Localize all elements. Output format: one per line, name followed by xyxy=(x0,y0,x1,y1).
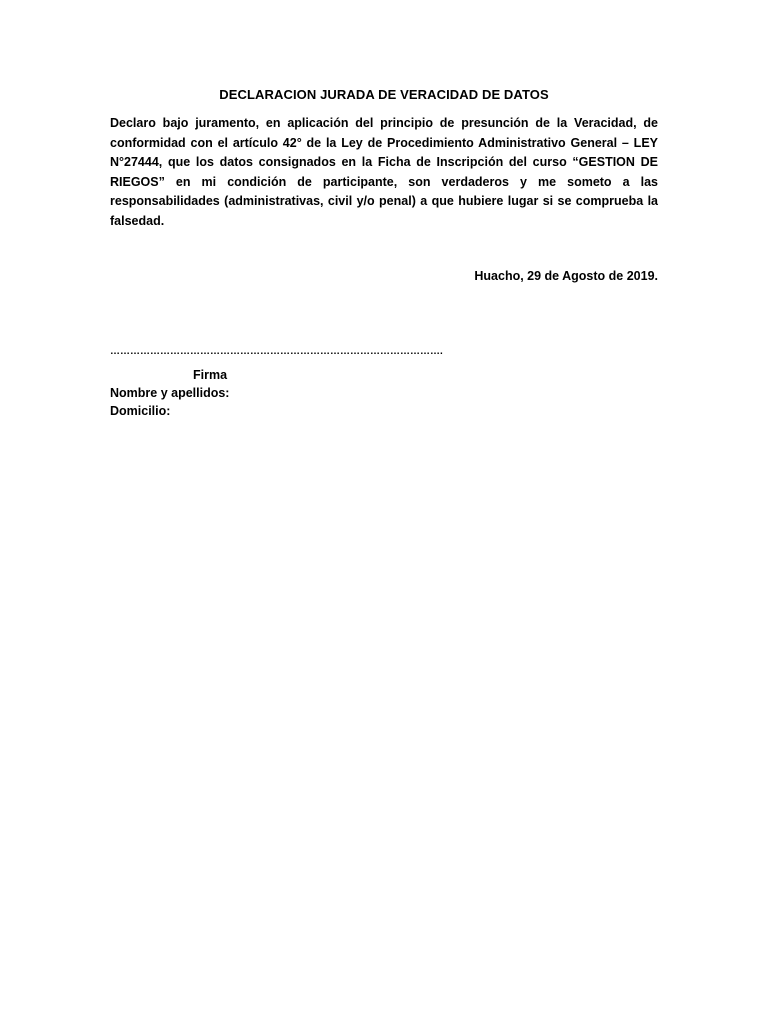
document-title: DECLARACION JURADA DE VERACIDAD DE DATOS xyxy=(219,87,549,102)
name-label: Nombre y apellidos: xyxy=(110,386,230,400)
place-and-date: Huacho, 29 de Agosto de 2019. xyxy=(474,269,658,283)
address-label: Domicilio: xyxy=(110,404,171,418)
signature-label: Firma xyxy=(193,368,228,382)
signature-line: ………………………………………………………………………………………. xyxy=(110,346,443,357)
declaration-paragraph: Declaro bajo juramento, en aplicación del principio de presunción de la Veracidad, de conformidad con el artículo 42° de la Ley de Procedimiento Administrativo General – LEY N°27444, que los datos consignados en la Ficha de Inscripción del curso “GESTION DE RIEGOS” en mi condición de participante, son verdaderos y me someto a las responsabilidades (administrativas, civil y/o penal) a que hubiere lugar si se comprueba la falsedad. xyxy=(110,116,658,228)
